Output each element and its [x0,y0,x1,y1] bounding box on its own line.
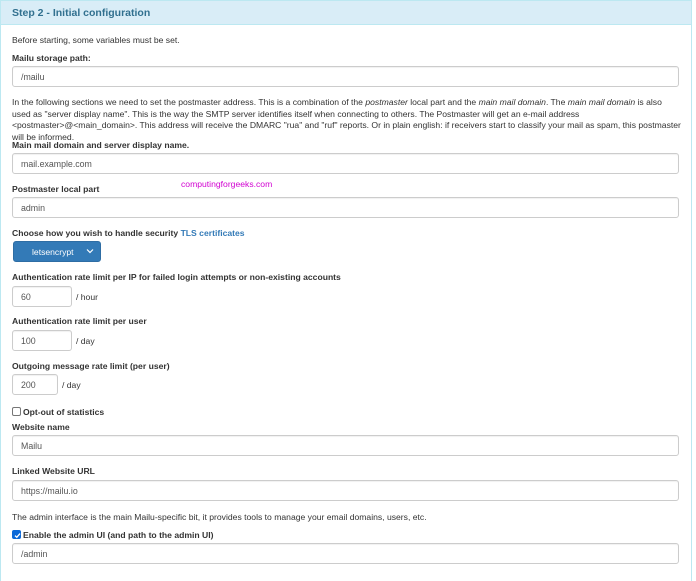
admin-info-text: The admin interface is the main Mailu-specific bit, it provides tools to manage your email domains, users, etc. [12,512,427,522]
website-name-input[interactable]: Mailu [12,435,679,456]
tls-label: Choose how you wish to handle security TLS certificates [12,228,245,238]
tls-select-value: letsencrypt [32,247,74,257]
tls-certificates-link[interactable]: TLS certificates [180,228,245,238]
tls-select[interactable] [13,241,101,262]
auth-user-label: Authentication rate limit per user [12,316,147,326]
outgoing-label: Outgoing message rate limit (per user) [12,361,170,371]
auth-ip-input[interactable]: 60 [12,286,72,307]
admin-path-input[interactable]: /admin [12,543,679,564]
outgoing-input[interactable]: 200 [12,374,58,395]
admin-checkbox[interactable] [12,530,21,539]
admin-label: Enable the admin UI (and path to the admin UI) [23,530,214,540]
storage-path-label: Mailu storage path: [12,53,91,63]
auth-ip-unit: / hour [76,292,98,302]
intro-text: Before starting, some variables must be set. [12,35,180,45]
main-domain-input[interactable]: mail.example.com [12,153,679,174]
optout-checkbox[interactable] [12,407,21,416]
postmaster-input[interactable]: admin [12,197,679,218]
optout-label: Opt-out of statistics [23,407,105,417]
website-url-label: Linked Website URL [12,466,95,476]
panel-title: Step 2 - Initial configuration [1,1,691,25]
website-url-input[interactable]: https://mailu.io [12,480,679,501]
outgoing-unit: / day [62,380,81,390]
postmaster-label: Postmaster local part [12,184,100,194]
auth-ip-label: Authentication rate limit per IP for failed login attempts or non-existing accounts [12,272,341,282]
storage-path-input[interactable]: /mailu [12,66,679,87]
watermark-text: computingforgeeks.com [181,179,273,189]
main-domain-label: Main mail domain and server display name. [12,140,190,150]
auth-user-unit: / day [76,336,95,346]
website-name-label: Website name [12,422,70,432]
postmaster-info-text: In the following sections we need to set the postmaster address. This is a combination of the postmaster local part and the main mail domain. The main mail domain is also used as "server display name". This is the way the SMTP server identifies itself when connecting to others. The Postmaster will get an e-mail address <postmaster>@<main_domain>. This address will receive the DMARC "rua" and "ruf" reports. Or in plain english: if receivers start to classify your mail as spam, this postmaster will be informed. [12,97,681,143]
check-icon [13,531,22,540]
auth-user-input[interactable]: 100 [12,330,72,351]
chevron-down-icon [86,247,94,255]
